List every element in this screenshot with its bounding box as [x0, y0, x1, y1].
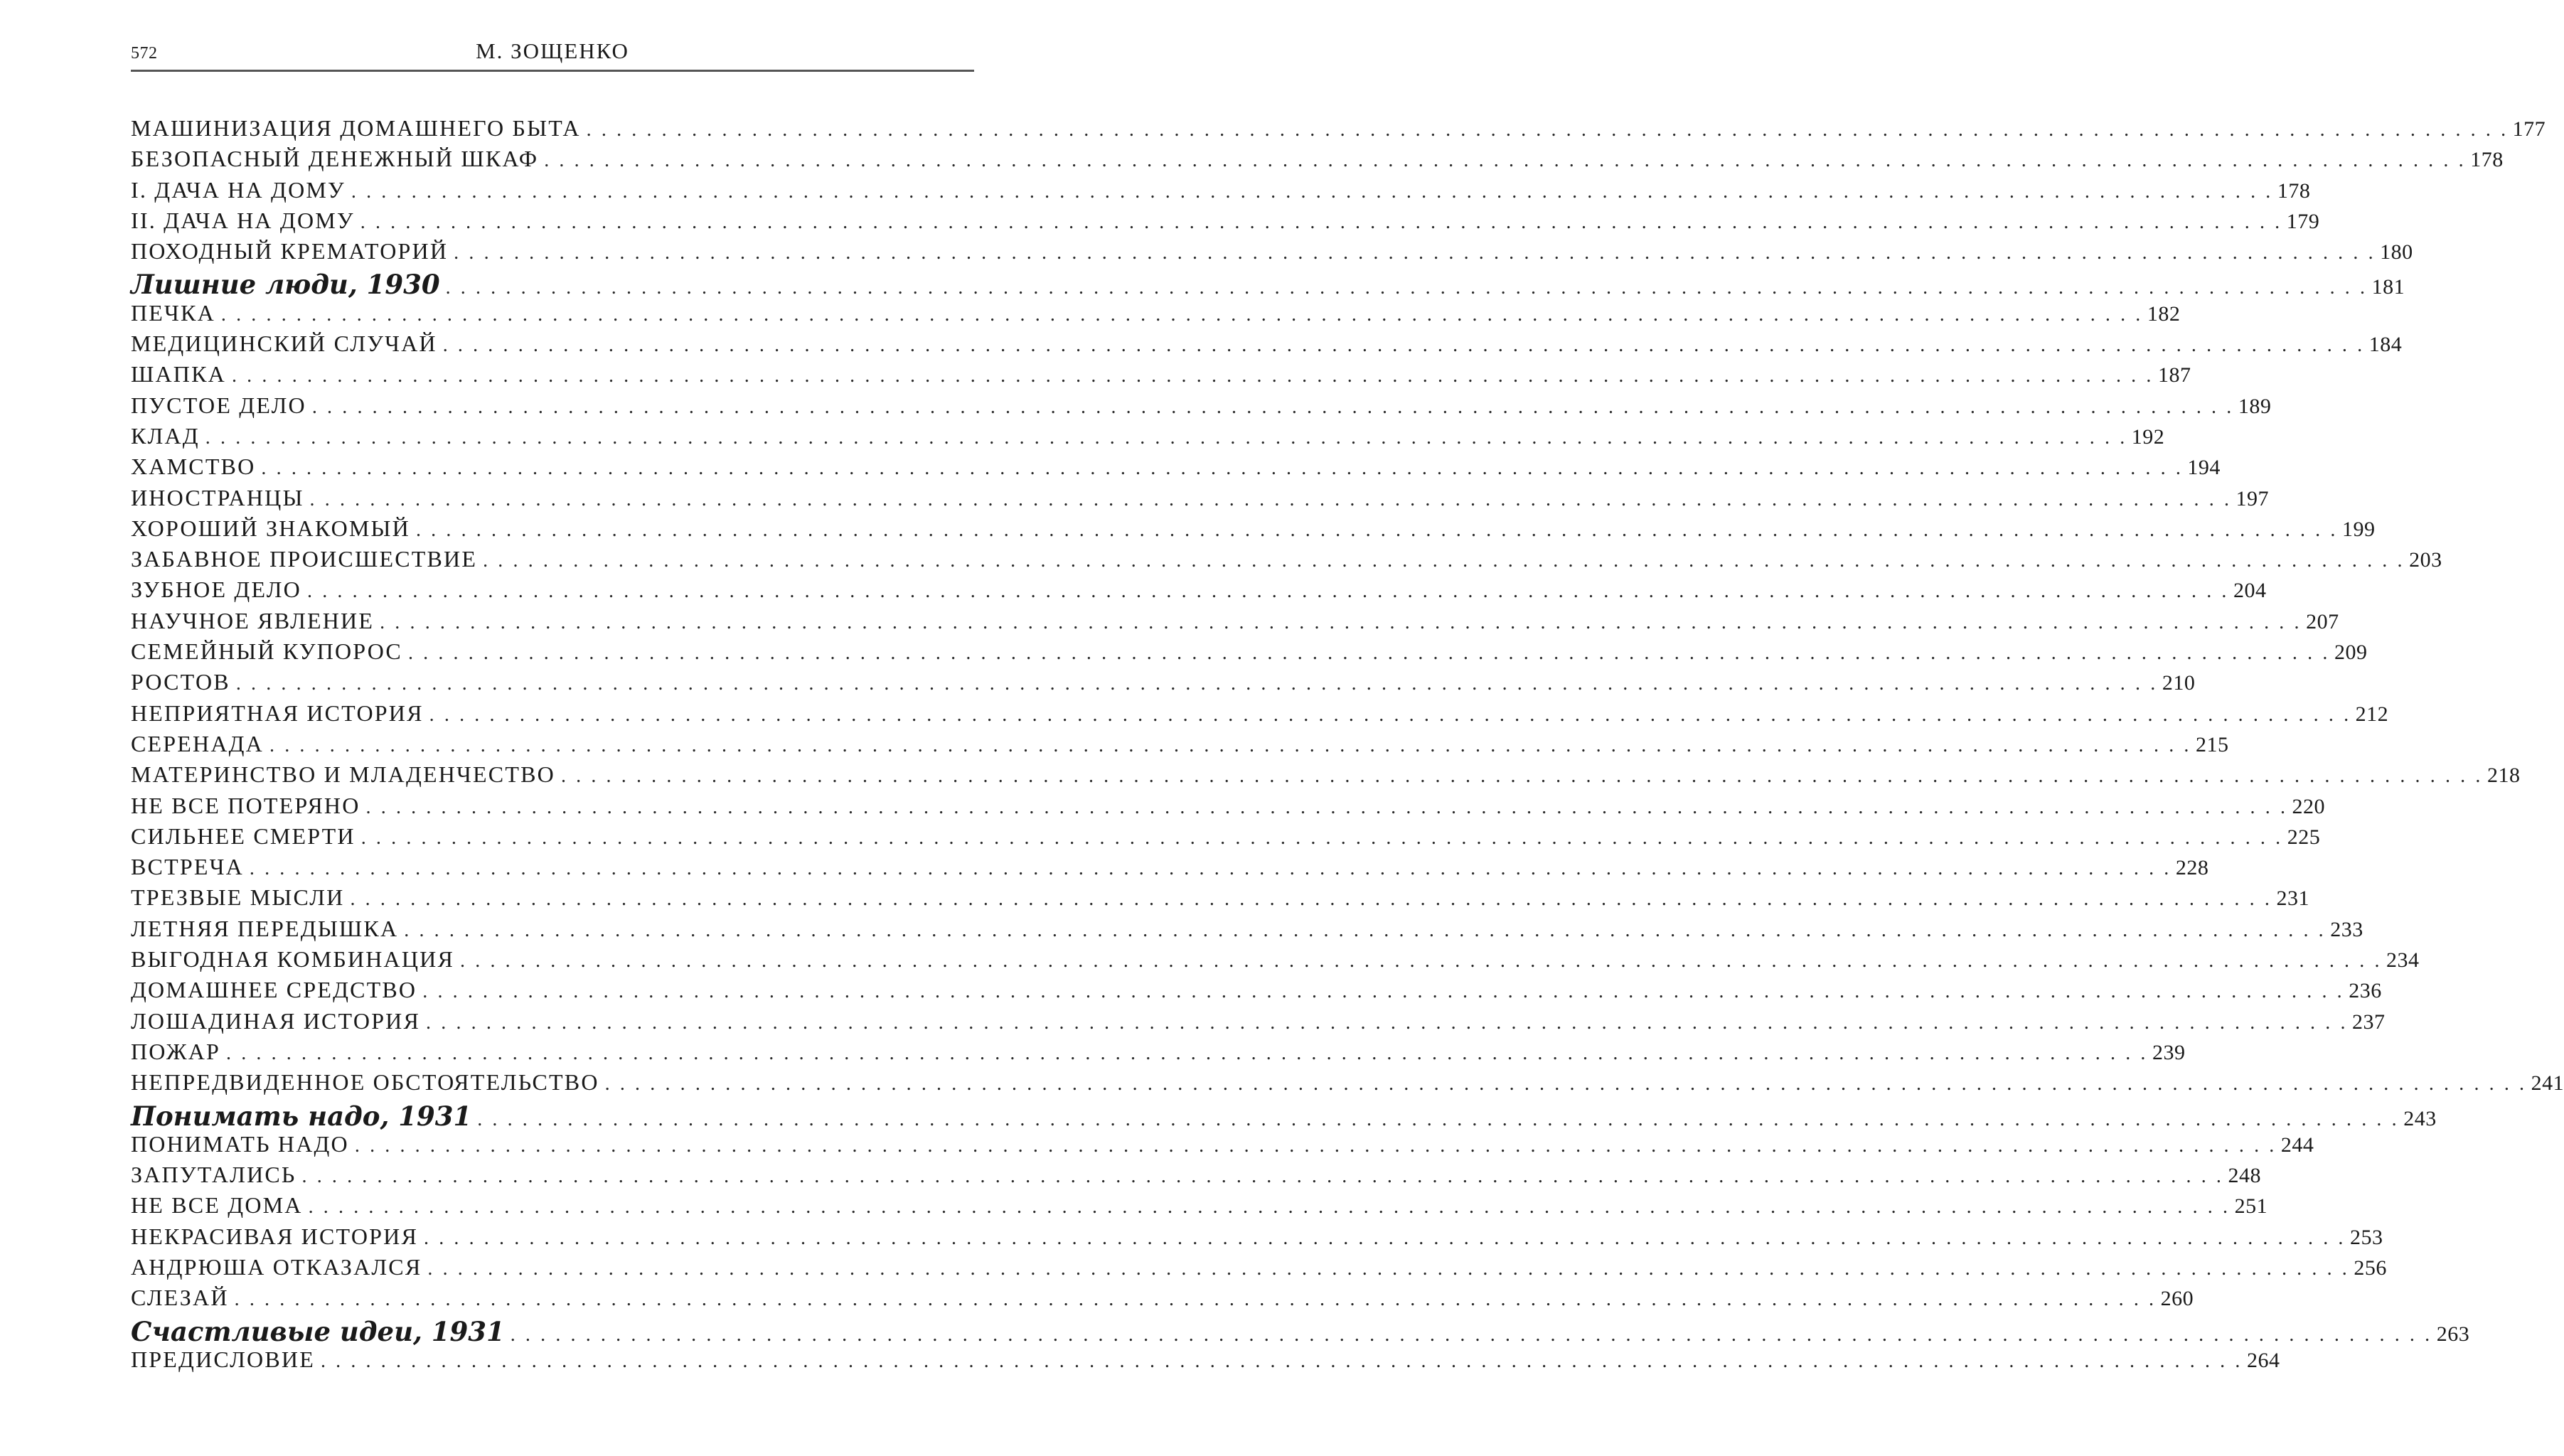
entry-title: МАШИНИЗАЦИЯ ДОМАШНЕГО БЫТА [131, 115, 581, 141]
toc-entry [131, 730, 2229, 761]
toc-entry [131, 331, 2403, 361]
toc-entry [131, 577, 2267, 607]
entry-title: КЛАД [131, 422, 200, 449]
entry-page-number: 178 [2470, 148, 2504, 172]
entry-page-number: 256 [2354, 1256, 2387, 1280]
entry-title: ДОМАШНЕЕ СРЕДСТВО [131, 977, 417, 1003]
toc-entry [131, 422, 2165, 454]
dot-leader: . . . . . . . . . . . . . . . . . . . . . . . . . . . . . . . . . . . . . . . . . . . . . . . . . . . . . . . . . . . . . . . . . . . . . . . . . . . . . . . . . . . . . . . . . . . . . . . . . . . . . . . . . . . . . . . . . . . . . . . . . . . . . . . . [427, 1257, 2350, 1280]
dot-leader: . . . . . . . . . . . . . . . . . . . . . . . . . . . . . . . . . . . . . . . . . . . . . . . . . . . . . . . . . . . . . . . . . . . . . . . . . . . . . . . . . . . . . . . . . . . . . . . . . . . . . . . . . . . . . . . . . . . . . . . . . . . . . . . . [360, 826, 2283, 849]
dot-leader: . . . . . . . . . . . . . . . . . . . . . . . . . . . . . . . . . . . . . . . . . . . . . . . . . . . . . . . . . . . . . . . . . . . . . . . . . . . . . . . . . . . . . . . . . . . . . . . . . . . . . . . . . . . . . . . . . . . . . . . . . . . . . . . . [320, 1349, 2243, 1372]
toc-entry [131, 1007, 2386, 1039]
dot-leader: . . . . . . . . . . . . . . . . . . . . . . . . . . . . . . . . . . . . . . . . . . . . . . . . . . . . . . . . . . . . . . . . . . . . . . . . . . . . . . . . . . . . . . . . . . . . . . . . . . . . . . . . . . . . . . . . . . . . . . . . . . . . . . . . [301, 1165, 2224, 1188]
entry-page-number: 239 [2152, 1040, 2186, 1064]
entry-page-number: 199 [2341, 517, 2376, 541]
entry-page-number: 264 [2246, 1348, 2280, 1372]
entry-title: СЕМЕЙНЫЙ КУПОРОС [131, 638, 402, 665]
toc-entry [131, 946, 2420, 977]
toc-entry [131, 1162, 2261, 1192]
dot-leader: . . . . . . . . . . . . . . . . . . . . . . . . . . . . . . . . . . . . . . . . . . . . . . . . . . . . . . . . . . . . . . . . . . . . . . . . . . . . . . . . . . . . . . . . . . . . . . . . . . . . . . . . . . . . . . . . . . . . . . . . . . . . . . . . [477, 1108, 2400, 1130]
entry-title: НАУЧНОЕ ЯВЛЕНИЕ [131, 607, 375, 633]
dot-leader: . . . . . . . . . . . . . . . . . . . . . . . . . . . . . . . . . . . . . . . . . . . . . . . . . . . . . . . . . . . . . . . . . . . . . . . . . . . . . . . . . . . . . . . . . . . . . . . . . . . . . . . . . . . . . . . . . . . . . . . . . . . . . . . . [445, 277, 2368, 299]
dot-leader: . . . . . . . . . . . . . . . . . . . . . . . . . . . . . . . . . . . . . . . . . . . . . . . . . . . . . . . . . . . . . . . . . . . . . . . . . . . . . . . . . . . . . . . . . . . . . . . . . . . . . . . . . . . . . . . . . . . . . . . . . . . . . . . . [235, 673, 2158, 695]
entry-title: Счастливые идеи, 1931 [131, 1315, 505, 1347]
entry-page-number: 241 [2531, 1071, 2564, 1096]
entry-title: ПУСТОЕ ДЕЛО [131, 392, 306, 418]
toc-entry [131, 546, 2442, 577]
toc-entry [131, 1346, 2280, 1377]
dot-leader: . . . . . . . . . . . . . . . . . . . . . . . . . . . . . . . . . . . . . . . . . . . . . . . . . . . . . . . . . . . . . . . . . . . . . . . . . . . . . . . . . . . . . . . . . . . . . . . . . . . . . . . . . . . . . . . . . . . . . . . . . . . . . . . . [249, 857, 2172, 880]
entry-title: ПЕЧКА [131, 299, 215, 326]
page-number: 572 [131, 44, 158, 63]
dot-leader: . . . . . . . . . . . . . . . . . . . . . . . . . . . . . . . . . . . . . . . . . . . . . . . . . . . . . . . . . . . . . . . . . . . . . . . . . . . . . . . . . . . . . . . . . . . . . . . . . . . . . . . . . . . . . . . . . . . . . . . . . . . . . . . . [269, 734, 2191, 756]
toc-entry [131, 823, 2321, 854]
dot-leader: . . . . . . . . . . . . . . . . . . . . . . . . . . . . . . . . . . . . . . . . . . . . . . . . . . . . . . . . . . . . . . . . . . . . . . . . . . . . . . . . . . . . . . . . . . . . . . . . . . . . . . . . . . . . . . . . . . . . . . . . . . . . . . . . [307, 580, 2229, 603]
entry-page-number: 210 [2162, 671, 2196, 695]
entry-page-number: 215 [2196, 732, 2229, 756]
entry-title: МЕДИЦИНСКИЙ СЛУЧАЙ [131, 331, 437, 357]
toc-section-heading [131, 1315, 2470, 1347]
entry-title: ЗУБНОЕ ДЕЛО [131, 577, 301, 603]
toc-entry [131, 761, 2521, 792]
toc-entry [131, 1130, 2314, 1162]
entry-title: АНДРЮША ОТКАЗАЛСЯ [131, 1253, 422, 1280]
dot-leader: . . . . . . . . . . . . . . . . . . . . . . . . . . . . . . . . . . . . . . . . . . . . . . . . . . . . . . . . . . . . . . . . . . . . . . . . . . . . . . . . . . . . . . . . . . . . . . . . . . . . . . . . . . . . . . . . . . . . . . . . . . . . . . . . [442, 334, 2365, 357]
entry-title: ЛЕТНЯЯ ПЕРЕДЫШКА [131, 915, 399, 941]
entry-title: ПРЕДИСЛОВИЕ [131, 1346, 315, 1372]
dot-leader: . . . . . . . . . . . . . . . . . . . . . . . . . . . . . . . . . . . . . . . . . . . . . . . . . . . . . . . . . . . . . . . . . . . . . . . . . . . . . . . . . . . . . . . . . . . . . . . . . . . . . . . . . . . . . . . . . . . . . . . . . . . . . . . . [360, 210, 2282, 233]
entry-page-number: 177 [2512, 117, 2546, 141]
toc-entry [131, 977, 2382, 1007]
entry-page-number: 194 [2187, 456, 2221, 480]
entry-title: ЗАПУТАЛИСЬ [131, 1162, 297, 1188]
entry-page-number: 263 [2436, 1322, 2470, 1346]
dot-leader: . . . . . . . . . . . . . . . . . . . . . . . . . . . . . . . . . . . . . . . . . . . . . . . . . . . . . . . . . . . . . . . . . . . . . . . . . . . . . . . . . . . . . . . . . . . . . . . . . . . . . . . . . . . . . . . . . . . . . . . . . . . . . . . . [226, 1042, 2148, 1064]
toc-entry [131, 515, 2376, 546]
dot-leader: . . . . . . . . . . . . . . . . . . . . . . . . . . . . . . . . . . . . . . . . . . . . . . . . . . . . . . . . . . . . . . . . . . . . . . . . . . . . . . . . . . . . . . . . . . . . . . . . . . . . . . . . . . . . . . . . . . . . . . . . . . . . . . . . [354, 1134, 2277, 1157]
entry-page-number: 225 [2287, 825, 2321, 849]
entry-page-number: 228 [2175, 856, 2209, 880]
dot-leader: . . . . . . . . . . . . . . . . . . . . . . . . . . . . . . . . . . . . . . . . . . . . . . . . . . . . . . . . . . . . . . . . . . . . . . . . . . . . . . . . . . . . . . . . . . . . . . . . . . . . . . . . . . . . . . . . . . . . . . . . . . . . . . . . [311, 395, 2234, 418]
dot-leader: . . . . . . . . . . . . . . . . . . . . . . . . . . . . . . . . . . . . . . . . . . . . . . . . . . . . . . . . . . . . . . . . . . . . . . . . . . . . . . . . . . . . . . . . . . . . . . . . . . . . . . . . . . . . . . . . . . . . . . . . . . . . . . . . [407, 642, 2330, 665]
toc-entry [131, 854, 2209, 884]
entry-title: ХОРОШИЙ ЗНАКОМЫЙ [131, 515, 410, 541]
entry-page-number: 233 [2330, 917, 2363, 941]
toc-entry [131, 238, 2413, 269]
entry-title: СИЛЬНЕЕ СМЕРТИ [131, 823, 356, 849]
entry-page-number: 179 [2286, 209, 2320, 233]
entry-page-number: 248 [2228, 1164, 2261, 1188]
entry-page-number: 231 [2276, 887, 2309, 911]
entry-title: I. ДАЧА НА ДОМУ [131, 176, 346, 203]
dot-leader: . . . . . . . . . . . . . . . . . . . . . . . . . . . . . . . . . . . . . . . . . . . . . . . . . . . . . . . . . . . . . . . . . . . . . . . . . . . . . . . . . . . . . . . . . . . . . . . . . . . . . . . . . . . . . . . . . . . . . . . . . . . . . . . . [483, 550, 2405, 572]
entry-page-number: 209 [2334, 641, 2368, 665]
entry-page-number: 178 [2277, 178, 2311, 203]
dot-leader: . . . . . . . . . . . . . . . . . . . . . . . . . . . . . . . . . . . . . . . . . . . . . . . . . . . . . . . . . . . . . . . . . . . . . . . . . . . . . . . . . . . . . . . . . . . . . . . . . . . . . . . . . . . . . . . . . . . . . . . . . . . . . . . . [365, 796, 2288, 818]
toc-entry [131, 700, 2389, 731]
dot-leader: . . . . . . . . . . . . . . . . . . . . . . . . . . . . . . . . . . . . . . . . . . . . . . . . . . . . . . . . . . . . . . . . . . . . . . . . . . . . . . . . . . . . . . . . . . . . . . . . . . . . . . . . . . . . . . . . . . . . . . . . . . . . . . . . [424, 1226, 2346, 1249]
entry-page-number: 236 [2349, 979, 2382, 1003]
entry-title: Лишние люди, 1930 [131, 269, 440, 301]
dot-leader: . . . . . . . . . . . . . . . . . . . . . . . . . . . . . . . . . . . . . . . . . . . . . . . . . . . . . . . . . . . . . . . . . . . . . . . . . . . . . . . . . . . . . . . . . . . . . . . . . . . . . . . . . . . . . . . . . . . . . . . . . . . . . . . . [586, 119, 2509, 141]
toc-entry [131, 884, 2309, 915]
entry-page-number: 181 [2371, 275, 2405, 299]
entry-page-number: 234 [2386, 948, 2420, 973]
dot-leader: . . . . . . . . . . . . . . . . . . . . . . . . . . . . . . . . . . . . . . . . . . . . . . . . . . . . . . . . . . . . . . . . . . . . . . . . . . . . . . . . . . . . . . . . . . . . . . . . . . . . . . . . . . . . . . . . . . . . . . . . . . . . . . . . [560, 765, 2483, 788]
entry-title: II. ДАЧА НА ДОМУ [131, 207, 355, 233]
entry-page-number: 218 [2486, 764, 2521, 788]
entry-page-number: 180 [2380, 240, 2413, 264]
dot-leader: . . . . . . . . . . . . . . . . . . . . . . . . . . . . . . . . . . . . . . . . . . . . . . . . . . . . . . . . . . . . . . . . . . . . . . . . . . . . . . . . . . . . . . . . . . . . . . . . . . . . . . . . . . . . . . . . . . . . . . . . . . . . . . . . [220, 303, 2143, 326]
dot-leader: . . . . . . . . . . . . . . . . . . . . . . . . . . . . . . . . . . . . . . . . . . . . . . . . . . . . . . . . . . . . . . . . . . . . . . . . . . . . . . . . . . . . . . . . . . . . . . . . . . . . . . . . . . . . . . . . . . . . . . . . . . . . . . . . [308, 1196, 2231, 1219]
entry-title: ШАПКА [131, 361, 226, 387]
entry-title: СЕРЕНАДА [131, 730, 264, 756]
dot-leader: . . . . . . . . . . . . . . . . . . . . . . . . . . . . . . . . . . . . . . . . . . . . . . . . . . . . . . . . . . . . . . . . . . . . . . . . . . . . . . . . . . . . . . . . . . . . . . . . . . . . . . . . . . . . . . . . . . . . . . . . . . . . . . . . [380, 611, 2302, 633]
entry-title: НЕ ВСЕ ДОМА [131, 1192, 303, 1219]
dot-leader: . . . . . . . . . . . . . . . . . . . . . . . . . . . . . . . . . . . . . . . . . . . . . . . . . . . . . . . . . . . . . . . . . . . . . . . . . . . . . . . . . . . . . . . . . . . . . . . . . . . . . . . . . . . . . . . . . . . . . . . . . . . . . . . . [454, 242, 2376, 264]
dot-leader: . . . . . . . . . . . . . . . . . . . . . . . . . . . . . . . . . . . . . . . . . . . . . . . . . . . . . . . . . . . . . . . . . . . . . . . . . . . . . . . . . . . . . . . . . . . . . . . . . . . . . . . . . . . . . . . . . . . . . . . . . . . . . . . . [351, 180, 2273, 203]
toc-entry [131, 392, 2272, 423]
dot-leader: . . . . . . . . . . . . . . . . . . . . . . . . . . . . . . . . . . . . . . . . . . . . . . . . . . . . . . . . . . . . . . . . . . . . . . . . . . . . . . . . . . . . . . . . . . . . . . . . . . . . . . . . . . . . . . . . . . . . . . . . . . . . . . . . [350, 888, 2272, 911]
entry-title: НЕ ВСЕ ПОТЕРЯНО [131, 792, 360, 818]
entry-title: БЕЗОПАСНЫЙ ДЕНЕЖНЫЙ ШКАФ [131, 146, 539, 172]
toc-section-heading [131, 269, 2405, 301]
entry-page-number: 184 [2368, 333, 2403, 357]
dot-leader: . . . . . . . . . . . . . . . . . . . . . . . . . . . . . . . . . . . . . . . . . . . . . . . . . . . . . . . . . . . . . . . . . . . . . . . . . . . . . . . . . . . . . . . . . . . . . . . . . . . . . . . . . . . . . . . . . . . . . . . . . . . . . . . . [426, 1011, 2349, 1034]
entry-page-number: 187 [2157, 363, 2191, 387]
toc-entry [131, 915, 2363, 946]
entry-title: ВЫГОДНАЯ КОМБИНАЦИЯ [131, 946, 455, 973]
dot-leader: . . . . . . . . . . . . . . . . . . . . . . . . . . . . . . . . . . . . . . . . . . . . . . . . . . . . . . . . . . . . . . . . . . . . . . . . . . . . . . . . . . . . . . . . . . . . . . . . . . . . . . . . . . . . . . . . . . . . . . . . . . . . . . . . [205, 426, 2127, 449]
entry-title: РОСТОВ [131, 669, 230, 695]
toc-entry [131, 484, 2270, 515]
dot-leader: . . . . . . . . . . . . . . . . . . . . . . . . . . . . . . . . . . . . . . . . . . . . . . . . . . . . . . . . . . . . . . . . . . . . . . . . . . . . . . . . . . . . . . . . . . . . . . . . . . . . . . . . . . . . . . . . . . . . . . . . . . . . . . . . [231, 365, 2154, 387]
entry-page-number: 189 [2238, 394, 2272, 418]
entry-title: Понимать надо, 1931 [131, 1100, 472, 1132]
toc-entry [131, 146, 2504, 176]
dot-leader: . . . . . . . . . . . . . . . . . . . . . . . . . . . . . . . . . . . . . . . . . . . . . . . . . . . . . . . . . . . . . . . . . . . . . . . . . . . . . . . . . . . . . . . . . . . . . . . . . . . . . . . . . . . . . . . . . . . . . . . . . . . . . . . . [261, 457, 2184, 480]
entry-page-number: 220 [2292, 794, 2326, 818]
entry-page-number: 182 [2147, 301, 2181, 326]
entry-page-number: 212 [2355, 702, 2389, 726]
toc-entry [131, 176, 2311, 208]
toc-section-heading [131, 1100, 2437, 1132]
entry-title: ХАМСТВО [131, 454, 256, 480]
entry-page-number: 203 [2409, 548, 2442, 572]
entry-title: ВСТРЕЧА [131, 854, 244, 880]
dot-leader: . . . . . . . . . . . . . . . . . . . . . . . . . . . . . . . . . . . . . . . . . . . . . . . . . . . . . . . . . . . . . . . . . . . . . . . . . . . . . . . . . . . . . . . . . . . . . . . . . . . . . . . . . . . . . . . . . . . . . . . . . . . . . . . . [460, 950, 2383, 973]
entry-title: ТРЕЗВЫЕ МЫСЛИ [131, 884, 345, 911]
entry-title: СЛЕЗАЙ [131, 1285, 229, 1311]
entry-title: НЕКРАСИВАЯ ИСТОРИЯ [131, 1223, 418, 1249]
entry-page-number: 243 [2403, 1106, 2437, 1130]
dot-leader: . . . . . . . . . . . . . . . . . . . . . . . . . . . . . . . . . . . . . . . . . . . . . . . . . . . . . . . . . . . . . . . . . . . . . . . . . . . . . . . . . . . . . . . . . . . . . . . . . . . . . . . . . . . . . . . . . . . . . . . . . . . . . . . . [544, 149, 2467, 172]
entry-page-number: 251 [2234, 1194, 2268, 1219]
toc-entry [131, 299, 2181, 331]
dot-leader: . . . . . . . . . . . . . . . . . . . . . . . . . . . . . . . . . . . . . . . . . . . . . . . . . . . . . . . . . . . . . . . . . . . . . . . . . . . . . . . . . . . . . . . . . . . . . . . . . . . . . . . . . . . . . . . . . . . . . . . . . . . . . . . . [510, 1323, 2432, 1346]
entry-title: ПОНИМАТЬ НАДО [131, 1130, 349, 1157]
toc-entry [131, 454, 2221, 484]
dot-leader: . . . . . . . . . . . . . . . . . . . . . . . . . . . . . . . . . . . . . . . . . . . . . . . . . . . . . . . . . . . . . . . . . . . . . . . . . . . . . . . . . . . . . . . . . . . . . . . . . . . . . . . . . . . . . . . . . . . . . . . . . . . . . . . . [415, 518, 2338, 541]
entry-title: ПОХОДНЫЙ КРЕМАТОРИЙ [131, 238, 449, 264]
entry-page-number: 237 [2352, 1010, 2386, 1034]
toc-entry [131, 607, 2339, 638]
dot-leader: . . . . . . . . . . . . . . . . . . . . . . . . . . . . . . . . . . . . . . . . . . . . . . . . . . . . . . . . . . . . . . . . . . . . . . . . . . . . . . . . . . . . . . . . . . . . . . . . . . . . . . . . . . . . . . . . . . . . . . . . . . . . . . . . [309, 488, 2232, 510]
toc-entry [131, 1069, 2564, 1100]
entry-page-number: 204 [2233, 579, 2267, 603]
toc-entry [131, 1223, 2383, 1254]
toc-entry [131, 1038, 2186, 1069]
entry-page-number: 192 [2131, 424, 2165, 449]
toc-entry [131, 1192, 2268, 1223]
entry-title: МАТЕРИНСТВО И МЛАДЕНЧЕСТВО [131, 761, 555, 788]
table-of-contents [131, 115, 2564, 1377]
toc-entry [131, 792, 2326, 823]
entry-title: ИНОСТРАНЦЫ [131, 484, 304, 510]
dot-leader: . . . . . . . . . . . . . . . . . . . . . . . . . . . . . . . . . . . . . . . . . . . . . . . . . . . . . . . . . . . . . . . . . . . . . . . . . . . . . . . . . . . . . . . . . . . . . . . . . . . . . . . . . . . . . . . . . . . . . . . . . . . . . . . . [404, 919, 2327, 941]
toc-entry [131, 1285, 2194, 1315]
dot-leader: . . . . . . . . . . . . . . . . . . . . . . . . . . . . . . . . . . . . . . . . . . . . . . . . . . . . . . . . . . . . . . . . . . . . . . . . . . . . . . . . . . . . . . . . . . . . . . . . . . . . . . . . . . . . . . . . . . . . . . . . . . . . . . . . [604, 1073, 2527, 1096]
dot-leader: . . . . . . . . . . . . . . . . . . . . . . . . . . . . . . . . . . . . . . . . . . . . . . . . . . . . . . . . . . . . . . . . . . . . . . . . . . . . . . . . . . . . . . . . . . . . . . . . . . . . . . . . . . . . . . . . . . . . . . . . . . . . . . . . [422, 980, 2345, 1003]
running-title: М. ЗОЩЕНКО [476, 38, 629, 63]
entry-title: НЕПРИЯТНАЯ ИСТОРИЯ [131, 700, 424, 726]
entry-title: ЗАБАВНОЕ ПРОИСШЕСТВИЕ [131, 546, 478, 572]
toc-entry [131, 207, 2320, 238]
entry-page-number: 197 [2236, 486, 2270, 510]
dot-leader: . . . . . . . . . . . . . . . . . . . . . . . . . . . . . . . . . . . . . . . . . . . . . . . . . . . . . . . . . . . . . . . . . . . . . . . . . . . . . . . . . . . . . . . . . . . . . . . . . . . . . . . . . . . . . . . . . . . . . . . . . . . . . . . . [429, 703, 2351, 726]
entry-page-number: 207 [2306, 609, 2339, 633]
toc-entry [131, 115, 2546, 146]
toc-entry [131, 669, 2196, 700]
entry-page-number: 244 [2280, 1133, 2314, 1157]
dot-leader: . . . . . . . . . . . . . . . . . . . . . . . . . . . . . . . . . . . . . . . . . . . . . . . . . . . . . . . . . . . . . . . . . . . . . . . . . . . . . . . . . . . . . . . . . . . . . . . . . . . . . . . . . . . . . . . . . . . . . . . . . . . . . . . . [234, 1288, 2157, 1311]
entry-page-number: 260 [2160, 1287, 2194, 1311]
entry-page-number: 253 [2350, 1225, 2383, 1249]
toc-entry [131, 638, 2368, 669]
entry-title: ЛОШАДИНАЯ ИСТОРИЯ [131, 1007, 421, 1034]
entry-title: НЕПРЕДВИДЕННОЕ ОБСТОЯТЕЛЬСТВО [131, 1069, 599, 1096]
entry-title: ПОЖАР [131, 1038, 220, 1064]
toc-entry [131, 1253, 2387, 1285]
page-header [131, 36, 974, 72]
toc-entry [131, 361, 2191, 392]
